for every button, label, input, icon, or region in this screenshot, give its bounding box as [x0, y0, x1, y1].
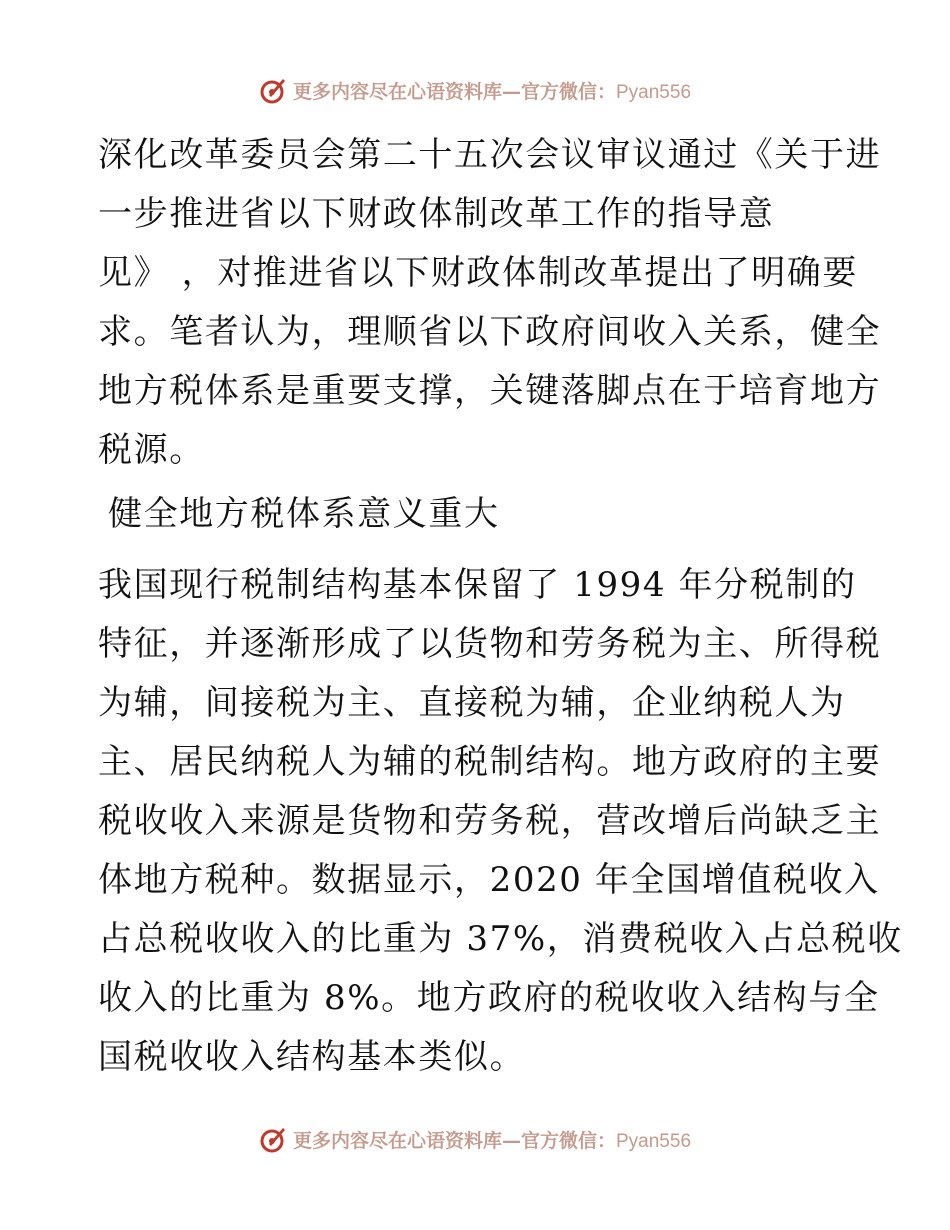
watermark-label: 更多内容尽在心语资料库—官方微信： — [292, 1129, 616, 1152]
footer-watermark — [0, 1121, 950, 1157]
text-line: 税收收入来源是货物和劳务税，营改增后尚缺乏主 — [98, 801, 882, 841]
text-line: 我国现行税制结构基本保留了 1994 年分税制的 — [98, 565, 857, 605]
section-heading: 健全地方税体系意义重大 — [108, 494, 500, 534]
text-line: 收入的比重为 8%。地方政府的税收收入结构与全 — [98, 978, 880, 1018]
paragraph-1 — [98, 126, 882, 480]
watermark-wechat-id: Pyan556 — [616, 81, 692, 103]
text-line: 国税收收入结构基本类似。 — [98, 1037, 526, 1077]
text-line: 深化改革委员会第二十五次会议审议通过《关于进 — [98, 135, 882, 175]
header-watermark — [0, 72, 950, 108]
watermark-text — [293, 1126, 691, 1153]
text-line: 税源。 — [98, 430, 205, 470]
text-line: 见》 ，对推进省以下财政体制改革提出了明确要 — [98, 253, 859, 293]
text-line: 主、居民纳税人为辅的税制结构。地方政府的主要 — [98, 742, 882, 782]
quill-circle-icon — [259, 1124, 289, 1154]
text-line: 一步推进省以下财政体制改革工作的指导意 — [98, 194, 775, 234]
watermark-text — [293, 77, 691, 104]
text-line: 为辅，间接税为主、直接税为辅，企业纳税人为 — [98, 683, 846, 723]
paragraph-2 — [98, 556, 903, 1087]
watermark-label: 更多内容尽在心语资料库—官方微信： — [292, 80, 616, 103]
text-line: 特征，并逐渐形成了以货物和劳务税为主、所得税 — [98, 624, 882, 664]
text-line: 体地方税种。数据显示，2020 年全国增值税收入 — [98, 860, 880, 900]
text-line: 求。笔者认为，理顺省以下政府间收入关系，健全 — [98, 312, 882, 352]
text-line: 地方税体系是重要支撑，关键落脚点在于培育地方 — [98, 371, 882, 411]
quill-circle-icon — [259, 75, 289, 105]
watermark-wechat-id: Pyan556 — [616, 1130, 692, 1152]
text-line: 占总税收收入的比重为 37%，消费税收入占总税收 — [98, 919, 903, 959]
